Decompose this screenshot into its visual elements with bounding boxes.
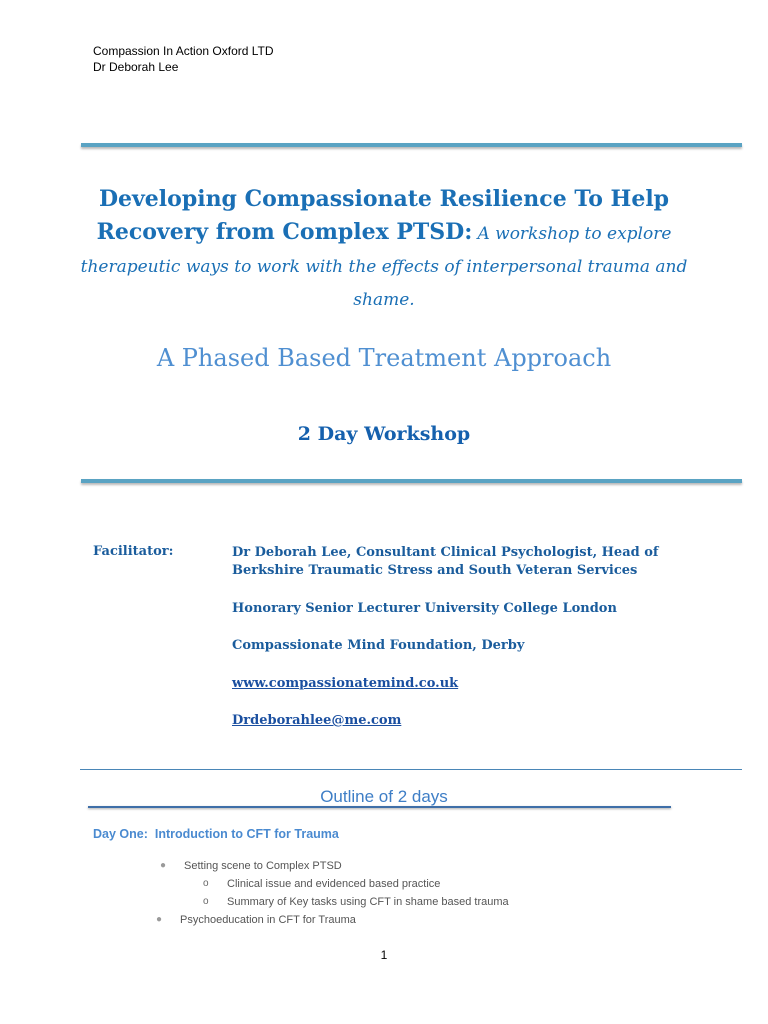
title-block [80,183,688,316]
circle-bullet-icon: o [203,878,209,889]
bullet-icon: ● [156,914,163,925]
facilitator-line-2: Berkshire Traumatic Stress and South Veteran Services [232,563,638,578]
bullet-icon: ● [160,860,167,871]
top-divider [81,143,742,147]
subtitle: A workshop to explore therapeutic ways to work with the effects of interpersonal trauma and shame. [80,224,688,310]
section-divider [80,769,742,770]
duration-heading: 2 Day Workshop [297,423,471,445]
sub-list-item: Summary of Key tasks using CFT in shame based trauma [227,896,509,908]
facilitator-affiliation-ucl: Honorary Senior Lecturer University College London [232,601,617,616]
page-number: 1 [380,948,388,962]
facilitator-label: Facilitator: [93,544,174,559]
author-name: Dr Deborah Lee [93,60,179,74]
facilitator-line-1: Dr Deborah Lee, Consultant Clinical Psychologist, Head of [232,545,659,560]
title-bottom-divider [81,479,742,483]
website-link[interactable]: www.compassionatemind.co.uk [232,676,459,691]
list-item: Setting scene to Complex PTSD [184,860,342,872]
approach-heading: A Phased Based Treatment Approach [156,344,612,372]
title-line-2-wrapper [80,216,688,316]
company-name: Compassion In Action Oxford LTD [93,44,274,58]
facilitator-affiliation-cmf: Compassionate Mind Foundation, Derby [232,638,525,653]
outline-heading-underline [88,806,671,808]
title-line-1: Developing Compassionate Resilience To Help [98,186,670,212]
sub-list-item: Clinical issue and evidenced based practice [227,878,441,890]
day-one-heading [93,827,339,841]
email-link[interactable]: Drdeborahlee@me.com [232,713,402,728]
day-one-title: Introduction to CFT for Trauma [154,827,339,841]
list-item: Psychoeducation in CFT for Trauma [180,914,356,926]
circle-bullet-icon: o [203,896,209,907]
title-line-2: Recovery from Complex PTSD: [96,219,473,245]
outline-heading: Outline of 2 days [320,787,448,806]
day-one-label: Day One: [93,827,148,841]
